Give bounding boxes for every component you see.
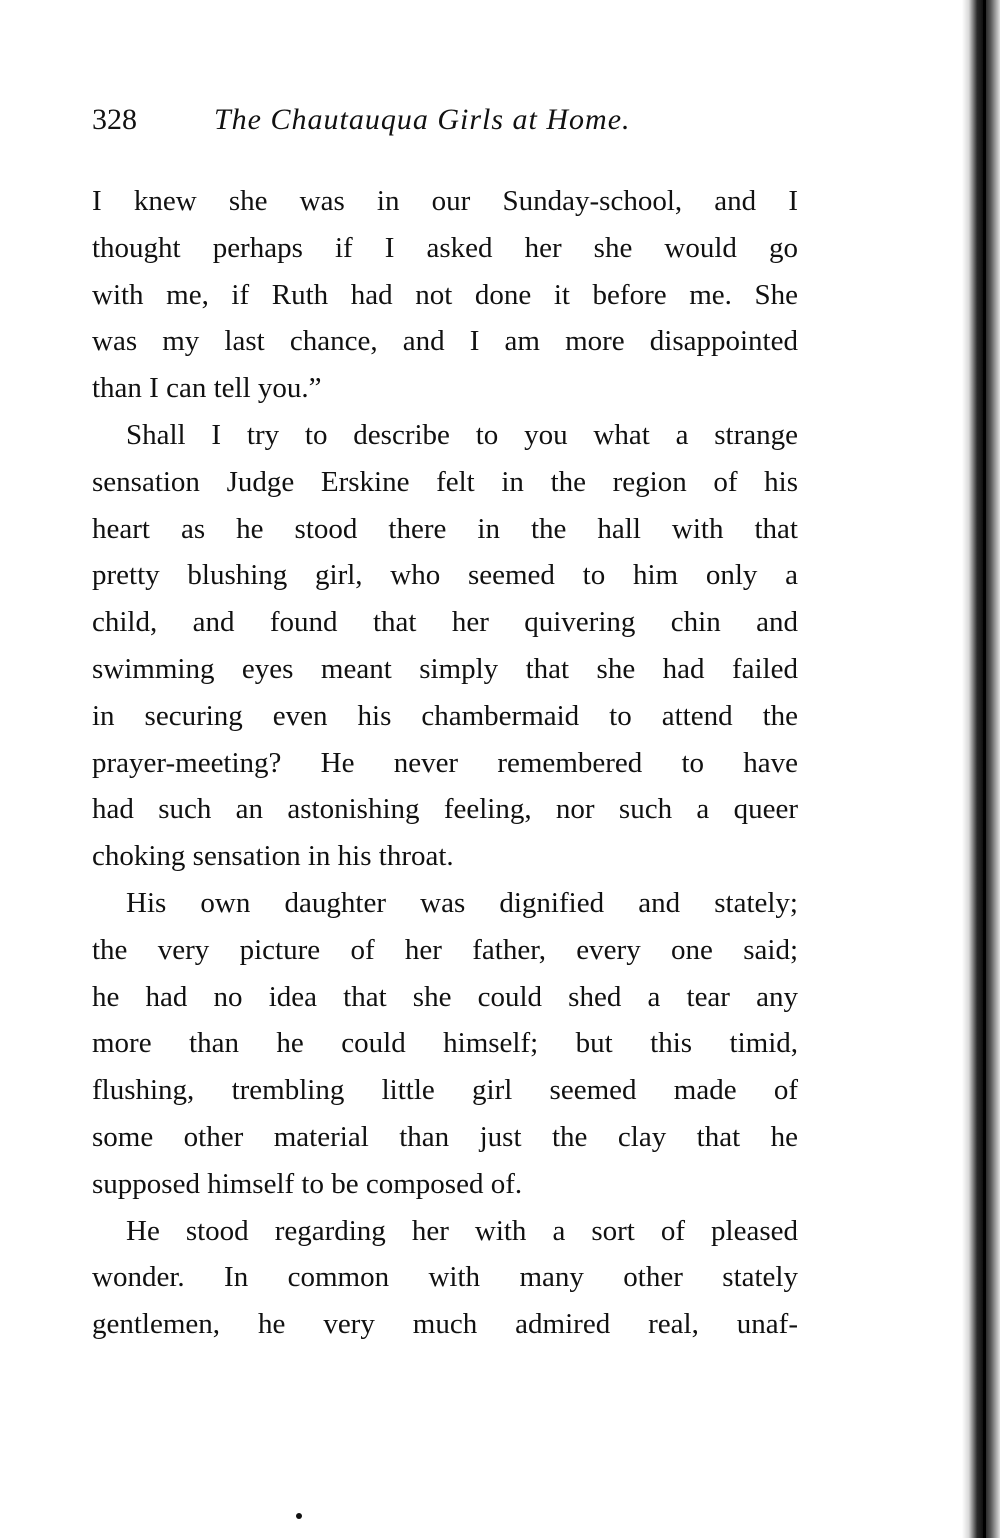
text-line: swimming eyes meant simply that she had failed	[92, 652, 798, 685]
text-line: wonder. In common with many other stately	[92, 1261, 798, 1294]
body-text	[92, 178, 798, 1348]
running-head	[92, 100, 792, 140]
binding-shadow	[983, 0, 986, 1538]
text-line: some other material than just the clay that he	[92, 1120, 798, 1153]
text-line: with me, if Ruth had not done it before me. She	[92, 278, 798, 311]
text-line: flushing, trembling little girl seemed made of	[92, 1074, 798, 1107]
text-line: thought perhaps if I asked her she would go	[92, 231, 798, 264]
text-line: child, and found that her quivering chin and	[92, 606, 798, 639]
book-title: The Chautauqua Girls at Home.	[214, 103, 631, 136]
text-line: sensation Judge Erskine felt in the region of his	[92, 465, 798, 498]
text-line: pretty blushing girl, who seemed to him only a	[92, 559, 798, 592]
text-line: in securing even his chambermaid to attend the	[92, 699, 798, 732]
binding-gutter	[962, 0, 1000, 1538]
text-line: His own daughter was dignified and stately;	[126, 886, 798, 919]
page-number: 328	[92, 103, 137, 136]
text-line: prayer-meeting? He never remembered to have	[92, 746, 798, 779]
text-line: choking sensation in his throat.	[92, 840, 454, 873]
text-line: I knew she was in our Sunday-school, and I	[92, 185, 798, 217]
text-line: supposed himself to be composed of.	[92, 1167, 523, 1200]
text-line: was my last chance, and I am more disappointed	[92, 325, 798, 358]
text-line: He stood regarding her with a sort of pleased	[126, 1214, 798, 1247]
text-line: more than he could himself; but this timid,	[92, 1027, 798, 1060]
ink-speck	[296, 1513, 302, 1519]
text-line: Shall I try to describe to you what a strange	[126, 418, 798, 451]
text-line: he had no idea that she could shed a tear any	[92, 980, 798, 1013]
text-line: than I can tell you.”	[92, 372, 322, 405]
text-line: gentlemen, he very much admired real, unaf-	[92, 1308, 798, 1341]
text-line: the very picture of her father, every one said;	[92, 933, 798, 966]
text-line: heart as he stood there in the hall with that	[92, 512, 798, 545]
text-line: had such an astonishing feeling, nor such a queer	[92, 793, 798, 826]
